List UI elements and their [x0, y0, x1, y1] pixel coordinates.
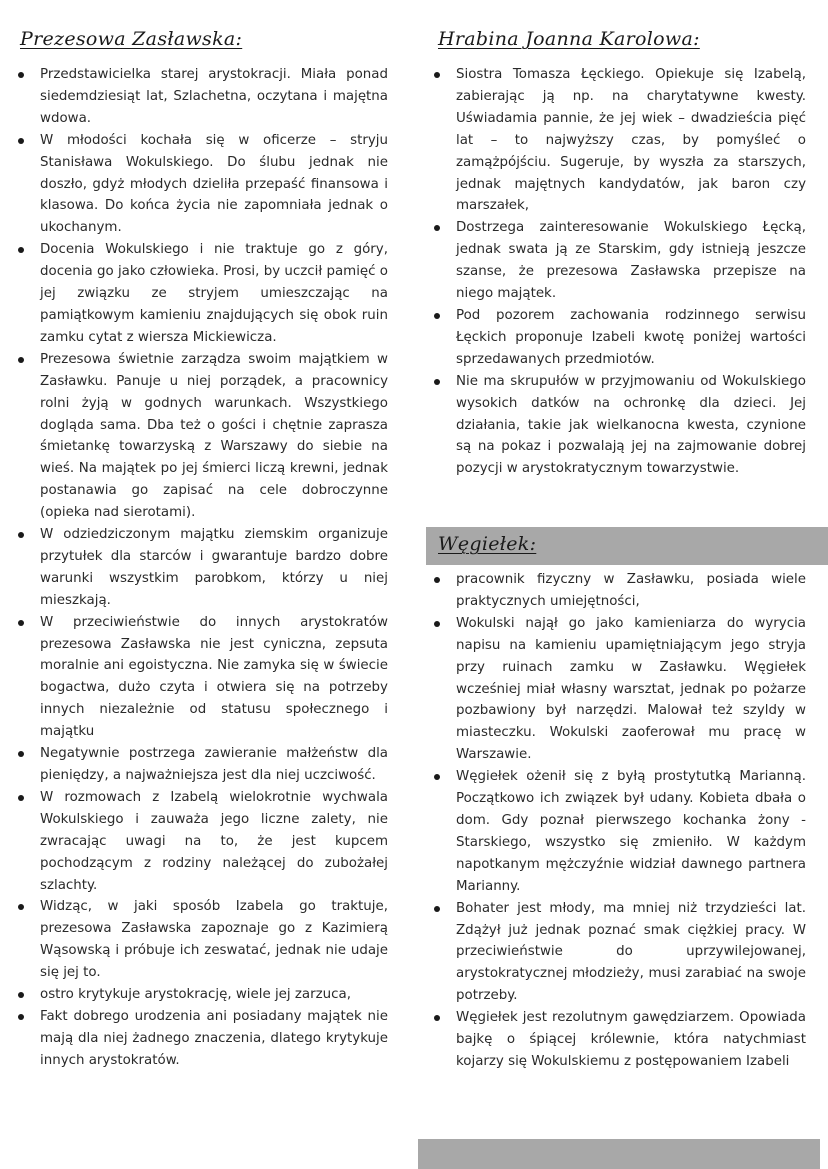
list-item: Pod pozorem zachowania rodzinnego serwisu Łęckich proponuje Izabeli kwotę poniżej wartości sprzedawanych przedmiotów.: [432, 305, 806, 371]
hrabina-list: [432, 64, 806, 480]
list-item: Widząc, w jaki sposób Izabela go traktuje, prezesowa Zasławska zapoznaje go z Kazimierą Wąsowską i próbuje ich zeswatać, jednak nie udaje się jej to.: [16, 896, 388, 984]
list-item: Siostra Tomasza Łęckiego. Opiekuje się Izabelą, zabierając ją np. na charytatywne kwesty. Uświadamia pannie, że jej wiek – dwadzieścia pięć lat – to najwyższy czas, by pomyśleć o zamążpójściu. Sugeruje, by wyszła za starszych, jednak majętnych kandydatów, jak baron czy marszałek,: [432, 64, 806, 217]
list-item: Docenia Wokulskiego i nie traktuje go z góry, docenia go jako człowieka. Prosi, by uczcił pamięć o jej związku ze stryjem umieszczając na pamiątkowym kamieniu znajdujących się obok ruin zamku cytat z wiersza Mickiewicza.: [16, 239, 388, 349]
list-item: Węgiełek ożenił się z byłą prostytutką Marianną. Początkowo ich związek był udany. Kobieta dbała o dom. Gdy poznał pierwszego kochanka żony - Starskiego, wszystko się zmieniło. W każdym napotkanym mężczyźnie widział dawnego partnera Marianny.: [432, 766, 806, 897]
zaslawska-list: [16, 64, 388, 1072]
list-item: Nie ma skrupułów w przyjmowaniu od Wokulskiego wysokich datków na ochronkę dla dzieci. Jej działania, takie jak wielkanocna kwesta, czynione są na pokaz i pozwalają jej na zajmowanie dobrej pozycji w arystokratycznym towarzystwie.: [432, 371, 806, 481]
section-band-wegielek: [426, 527, 828, 565]
list-item: Węgiełek jest rezolutnym gawędziarzem. Opowiada bajkę o śpiącej królewnie, która natychmiast kojarzy się Wokulskiemu z postępowaniem Izabeli: [432, 1007, 806, 1073]
list-item: pracownik fizyczny w Zasławku, posiada wiele praktycznych umiejętności,: [432, 569, 806, 613]
list-item: W młodości kochała się w oficerze – stryju Stanisława Wokulskiego. Do ślubu jednak nie doszło, gdyż młodych dzieliła przepaść finansowa i klasowa. Do końca życia nie zapomniała jednak o ukochanym.: [16, 130, 388, 240]
list-item: Przedstawicielka starej arystokracji. Miała ponad siedemdziesiąt lat, Szlachetna, oczytana i majętna wdowa.: [16, 64, 388, 130]
list-item: W odziedziczonym majątku ziemskim organizuje przytułek dla starców i gwarantuje bardzo dobre warunki wszystkim parobkom, którzy u niej mieszkają.: [16, 524, 388, 612]
footer-band: [418, 1139, 820, 1169]
list-item: Fakt dobrego urodzenia ani posiadany majątek nie mają dla niej żadnego znaczenia, dlatego krytykuje innych arystokratów.: [16, 1006, 388, 1072]
list-item: Negatywnie postrzega zawieranie małżeństw dla pieniędzy, a najważniejsza jest dla niej uczciwość.: [16, 743, 388, 787]
section-heading-zaslawska: Prezesowa Zasławska:: [20, 28, 243, 50]
list-item: Dostrzega zainteresowanie Wokulskiego Łęcką, jednak swata ją ze Starskim, gdy istnieją jeszcze szanse, że prezesowa Zasławska przepisze na niego majątek.: [432, 217, 806, 305]
list-item: Bohater jest młody, ma mniej niż trzydzieści lat. Zdążył już jednak poznać smak ciężkiej pracy. W przeciwieństwie do uprzywilejowanej, arystokratycznej młodzieży, musi zarabiać na swoje potrzeby.: [432, 898, 806, 1008]
list-item: ostro krytykuje arystokrację, wiele jej zarzuca,: [16, 984, 388, 1006]
section-heading-hrabina: Hrabina Joanna Karolowa:: [438, 28, 700, 50]
list-item: Wokulski najął go jako kamieniarza do wyrycia napisu na kamieniu upamiętniającym jego stryja przy ruinach zamku w Zasławku. Węgiełek wcześniej miał własny warsztat, jednak po pożarze pozbawiony był narzędzi. Malował też szyldy w miasteczku. Wokulski zaoferował mu pracę w Warszawie.: [432, 613, 806, 766]
list-item: W przeciwieństwie do innych arystokratów prezesowa Zasławska nie jest cyniczna, zepsuta moralnie ani egoistyczna. Nie zamyka się w świecie bogactwa, dużo czyta i otwiera się na potrzeby innych niezależnie od statusu społecznego i majątku: [16, 612, 388, 743]
list-item: W rozmowach z Izabelą wielokrotnie wychwala Wokulskiego i zauważa jego liczne zalety, nie zwracając uwagi na to, że jest kupcem pochodzącym z rodziny należącej do zubożałej szlachty.: [16, 787, 388, 897]
wegielek-list: [432, 569, 806, 1073]
list-item: Prezesowa świetnie zarządza swoim majątkiem w Zasławku. Panuje u niej porządek, a pracownicy rolni żyją w godnych warunkach. Wszystkiego dogląda sama. Dba też o gości i chętnie zaprasza śmietankę towarzyską z Warszawy do siebie na wieś. Na majątek po jej śmierci liczą krewni, jednak postanawia go zapisać na cele dobroczynne (opieka nad sierotami).: [16, 349, 388, 524]
section-heading-wegielek: Węgiełek:: [438, 533, 537, 555]
